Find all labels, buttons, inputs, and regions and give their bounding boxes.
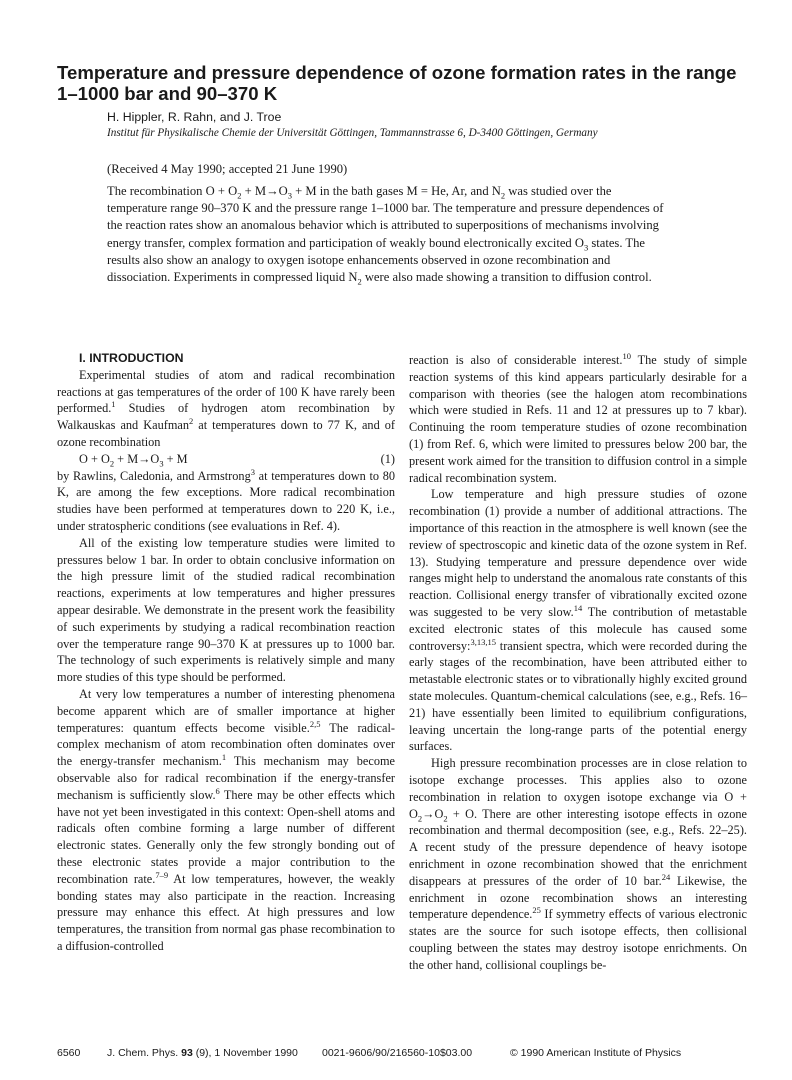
paragraph: reaction is also of considerable interest.$^{10}$ The study of simple reaction systems of this kind appears particularly desirable for a comparison with theories (see the halogen atom recombinations which were studied in Refs. 11 and 12 at pressures up to 7 kbar). Continuing the room temperature studies of ozone recombination (1) from Ref. 6, which were limited to pressures below 200 bar, the present work aimed for the transition to diffusion control in a simple radical recombination system. [409,350,747,485]
abstract: The recombination $O + O_2 + M\to O_3 + M$ in the bath gases M = He, Ar, and $N_2$ was studied over the temperature range 90–370 K and the pressure range 1–1000 bar. The temperature and pressure dependences of the reaction rates show an anomalous behavior which is attributed to superpositions of mechanisms involving energy transfer, complex formation and participation of weakly bound electronically excited $O_3$ states. The results also show an analogy to oxygen isotope enhancements observed in ozone recombination and dissociation. Experiments in compressed liquid $N_2$ were also made showing a transition to diffusion control. [107,184,664,287]
right-column [409,352,747,973]
equation-1: $O + O_2 + M\to O_3 + M$ (1) [79,451,395,469]
paragraph: High pressure recombination processes are in close relation to isotope exchange processes. This applies also to ozone recombination in relation to oxygen isotope exchange via $O + O_2\to O_2 + O$. There are other interesting isotope effects in ozone recombination and thermal decomposition (see, e.g., Refs. 22–25). A recent study of the pressure dependence of heavy isotope enrichment in ozone recombination showed that the enrichment disappears at pressures of the order of 10 bar.$^{24}$ Likewise, the enrichment in ozone recombination shows an interesting temperature dependence.$^{25}$ If symmetry effects of various electronic states are the source for such isotope effects, then collisional coupling between the states may destroy isotope enrichments. On the other hand, collisional couplings be- [409,756,747,972]
equation-number: (1) [380,451,395,466]
paragraph: At very low temperatures a number of interesting phenomena become apparent which are of smaller importance at higher temperatures: quantum effects become visible.$^{2,5}$ The radical-complex mechanism of atom recombination often dominates over the energy-transfer mechanism.$^1$ This mechanism may become observable also for radical recombination if the energy-transfer mechanism is sufficiently slow.$^6$ There may be other effects which have not yet been investigated in this context: Open-shell atoms and radicals often combine forming a large number of different electronic states. Generally only the few strongly bonding out of these electronic states provide a major contribution to the recombination rate.$^{7-9}$ At low temperatures, however, the weakly bonding states may also participate in the reaction. Increasing pressure may enhance this effect. At high pressures and low temperatures, the transition from normal gas phase recombination to a diffusion-controlled [57,686,395,953]
paragraph: Low temperature and high pressure studies of ozone recombination (1) provide a number of additional attractions. The importance of this reaction in the atmosphere is well known (see the review of spectroscopic and kinetic data of the ozone system in Ref. 13). Studying temperature and pressure dependence over wide ranges might help to understand the anomalous rate constants of this reaction. Collisional energy transfer of vibrationally excited ozone was suggested to be very slow.$^{14}$ The contribution of metastable excited electronic states of this molecule has caused some controversy:$^{3,13,15}$ transient spectra, which were recorded during the early stages of the recombination, have been attributed either to metastable electronic states or to vibrationally highly excited ground state molecules. Quantum-chemical calculations (see, e.g., Refs. 16–21) have essentially been limited to equilibrium configurations, leaving uncertain the long-range parts of the potential energy surfaces. [409,487,747,754]
affiliation: Institut für Physikalische Chemie der Universität Göttingen, Tammannstrasse 6, D-3400 Göttingen, Germany [107,127,598,139]
paper-title: Temperature and pressure dependence of ozone formation rates in the range 1–1000 bar and 90–370 K [57,62,737,104]
author-list: H. Hippler, R. Rahn, and J. Troe [107,110,282,124]
received-dates: (Received 4 May 1990; accepted 21 June 1990) [107,162,348,176]
paragraph: Experimental studies of atom and radical recombination reactions at gas temperatures of the order of 100 K have rarely been performed.$^1$ Studies of hydrogen atom recombination by Walkauskas and Kaufman$^2$ at temperatures down to 77 K, and of ozone recombination [57,367,395,449]
paragraph: by Rawlins, Caledonia, and Armstrong$^3$ at temperatures down to 80 K, are among the few exceptions. More radical recombination studies have been performed at temperatures down to 220 K, i.e., under stratospheric conditions (see evaluations in Ref. 4). [57,466,396,533]
article-code: 0021-9606/90/216560-10$03.00 [322,1047,473,1059]
copyright-notice: © 1990 American Institute of Physics [510,1047,682,1059]
page-number: 6560 [57,1047,81,1059]
section-heading: I. INTRODUCTION [79,351,184,365]
journal-citation: J. Chem. Phys. 93 (9), 1 November 1990 [107,1047,298,1059]
paragraph: All of the existing low temperature studies were limited to pressures below 1 bar. In order to obtain conclusive information on the high pressure limit of the studied radical recombination reactions, experiments at low temperatures and higher pressures appear desirable. We demonstrate in the present work the feasibility of such experiments by studying a radical recombination reaction over the temperature range 90–370 K at pressures up to 1000 bar. The technology of such experiments is relatively simple and many more studies of this type should be performed. [57,535,395,685]
left-column [57,350,395,955]
